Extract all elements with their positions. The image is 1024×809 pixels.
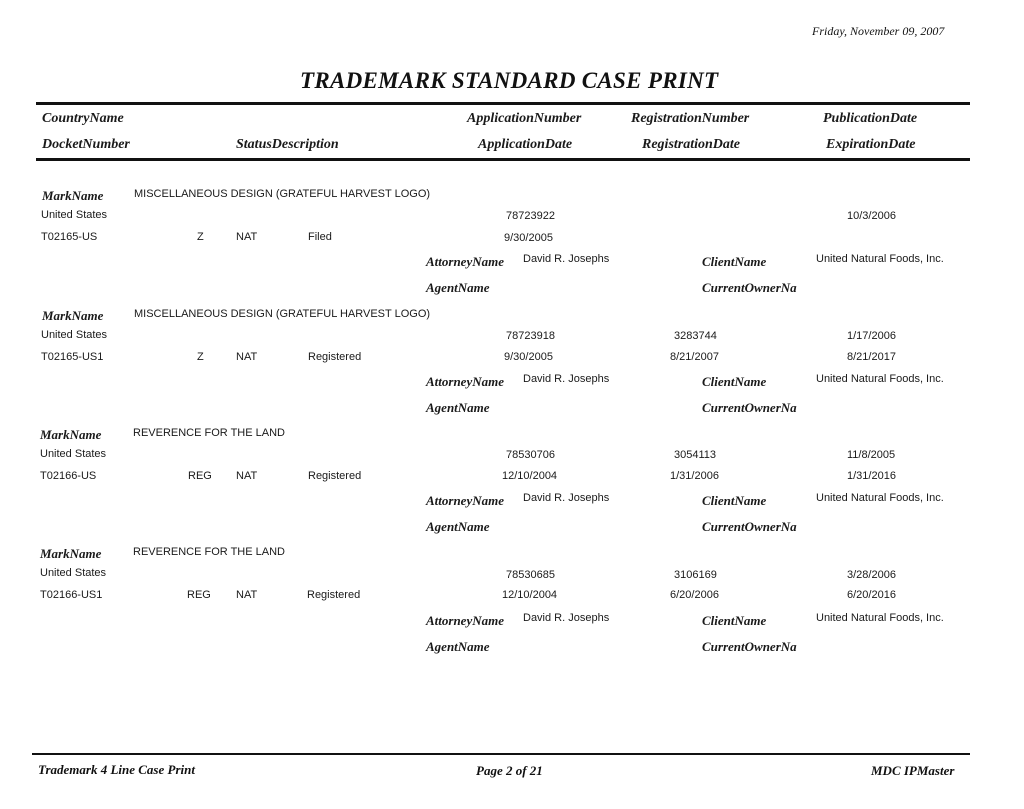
expiration-date-value: 6/20/2016 <box>847 589 896 601</box>
status-description-value: Registered <box>308 351 362 363</box>
expiration-date-value: 8/21/2017 <box>847 351 896 363</box>
current-owner-label: CurrentOwnerNa <box>702 280 797 295</box>
attorney-name-value: David R. Josephs <box>523 253 610 265</box>
current-owner-label: CurrentOwnerNa <box>702 519 797 534</box>
status-code-value: Z <box>197 231 204 243</box>
current-owner-label: CurrentOwnerNa <box>702 639 797 654</box>
mark-name-label: MarkName <box>42 308 104 323</box>
col-header-registration-date: RegistrationDate <box>642 137 741 152</box>
registration-number-value: 3283744 <box>674 330 717 342</box>
registration-number-value: 3106169 <box>674 569 717 581</box>
col-header-expiration-date: ExpirationDate <box>826 137 916 152</box>
registration-date-value: 1/31/2006 <box>670 470 719 482</box>
page-title: TRADEMARK STANDARD CASE PRINT <box>300 68 719 93</box>
registration-date-value: 6/20/2006 <box>670 589 719 601</box>
application-date-value: 12/10/2004 <box>502 589 558 601</box>
client-name-label: ClientName <box>702 254 767 269</box>
mark-name-label: MarkName <box>40 546 102 561</box>
agent-name-label: AgentName <box>426 280 490 295</box>
application-date-value: 12/10/2004 <box>502 470 558 482</box>
col-header-country-name: CountryName <box>42 111 124 126</box>
country-value: United States <box>40 567 107 579</box>
application-date-value: 9/30/2005 <box>504 232 553 244</box>
attorney-name-value: David R. Josephs <box>523 373 610 385</box>
attorney-name-label: AttorneyName <box>426 374 504 389</box>
client-name-label: ClientName <box>702 374 767 389</box>
col-header-status-description: StatusDescription <box>236 137 339 152</box>
country-value: United States <box>41 209 108 221</box>
country-value: United States <box>41 329 108 341</box>
mark-name-value: MISCELLANEOUS DESIGN (GRATEFUL HARVEST LOGO) <box>134 308 431 320</box>
status-code-value: Z <box>197 351 204 363</box>
current-owner-label: CurrentOwnerNa <box>702 400 797 415</box>
col-header-docket-number: DocketNumber <box>42 137 130 152</box>
docket-value: T02166-US <box>40 470 97 482</box>
attorney-name-label: AttorneyName <box>426 254 504 269</box>
case-type-value: NAT <box>236 470 258 482</box>
case-type-value: NAT <box>236 351 258 363</box>
col-header-application-number: ApplicationNumber <box>467 111 582 126</box>
status-description-value: Registered <box>307 589 361 601</box>
attorney-name-label: AttorneyName <box>426 613 504 628</box>
docket-value: T02165-US <box>41 231 98 243</box>
print-date: Friday, November 09, 2007 <box>812 24 945 38</box>
attorney-name-value: David R. Josephs <box>523 612 610 624</box>
application-number-value: 78723922 <box>506 210 555 222</box>
status-code-value: REG <box>187 589 211 601</box>
mark-name-label: MarkName <box>40 427 102 442</box>
client-name-label: ClientName <box>702 613 767 628</box>
expiration-date-value: 1/31/2016 <box>847 470 896 482</box>
registration-number-value: 3054113 <box>674 449 717 461</box>
footer-report-name: Trademark 4 Line Case Print <box>38 762 195 777</box>
application-date-value: 9/30/2005 <box>504 351 553 363</box>
col-header-registration-number: RegistrationNumber <box>631 111 750 126</box>
footer-page-number: Page 2 of 21 <box>476 763 543 778</box>
header-top-rule <box>36 102 970 105</box>
publication-date-value: 3/28/2006 <box>847 569 896 581</box>
footer-rule <box>32 753 970 755</box>
case-type-value: NAT <box>236 231 258 243</box>
docket-value: T02166-US1 <box>40 589 103 601</box>
case-type-value: NAT <box>236 589 258 601</box>
registration-date-value: 8/21/2007 <box>670 351 719 363</box>
footer-app-name: MDC IPMaster <box>871 763 955 778</box>
col-header-application-date: ApplicationDate <box>478 137 573 152</box>
status-code-value: REG <box>188 470 212 482</box>
mark-name-value: REVERENCE FOR THE LAND <box>133 427 285 439</box>
client-name-value: United Natural Foods, Inc. <box>816 612 944 624</box>
client-name-value: United Natural Foods, Inc. <box>816 373 944 385</box>
mark-name-value: REVERENCE FOR THE LAND <box>133 546 285 558</box>
publication-date-value: 1/17/2006 <box>847 330 896 342</box>
mark-name-value: MISCELLANEOUS DESIGN (GRATEFUL HARVEST LOGO) <box>134 188 431 200</box>
country-value: United States <box>40 448 107 460</box>
application-number-value: 78723918 <box>506 330 555 342</box>
status-description-value: Registered <box>308 470 362 482</box>
publication-date-value: 10/3/2006 <box>847 210 896 222</box>
application-number-value: 78530706 <box>506 449 555 461</box>
attorney-name-label: AttorneyName <box>426 493 504 508</box>
application-number-value: 78530685 <box>506 569 555 581</box>
header-bottom-rule <box>36 158 970 161</box>
agent-name-label: AgentName <box>426 400 490 415</box>
client-name-value: United Natural Foods, Inc. <box>816 253 944 265</box>
agent-name-label: AgentName <box>426 519 490 534</box>
client-name-value: United Natural Foods, Inc. <box>816 492 944 504</box>
docket-value: T02165-US1 <box>41 351 104 363</box>
client-name-label: ClientName <box>702 493 767 508</box>
attorney-name-value: David R. Josephs <box>523 492 610 504</box>
status-description-value: Filed <box>308 231 332 243</box>
publication-date-value: 11/8/2005 <box>847 449 896 461</box>
col-header-publication-date: PublicationDate <box>823 111 918 126</box>
agent-name-label: AgentName <box>426 639 490 654</box>
mark-name-label: MarkName <box>42 188 104 203</box>
